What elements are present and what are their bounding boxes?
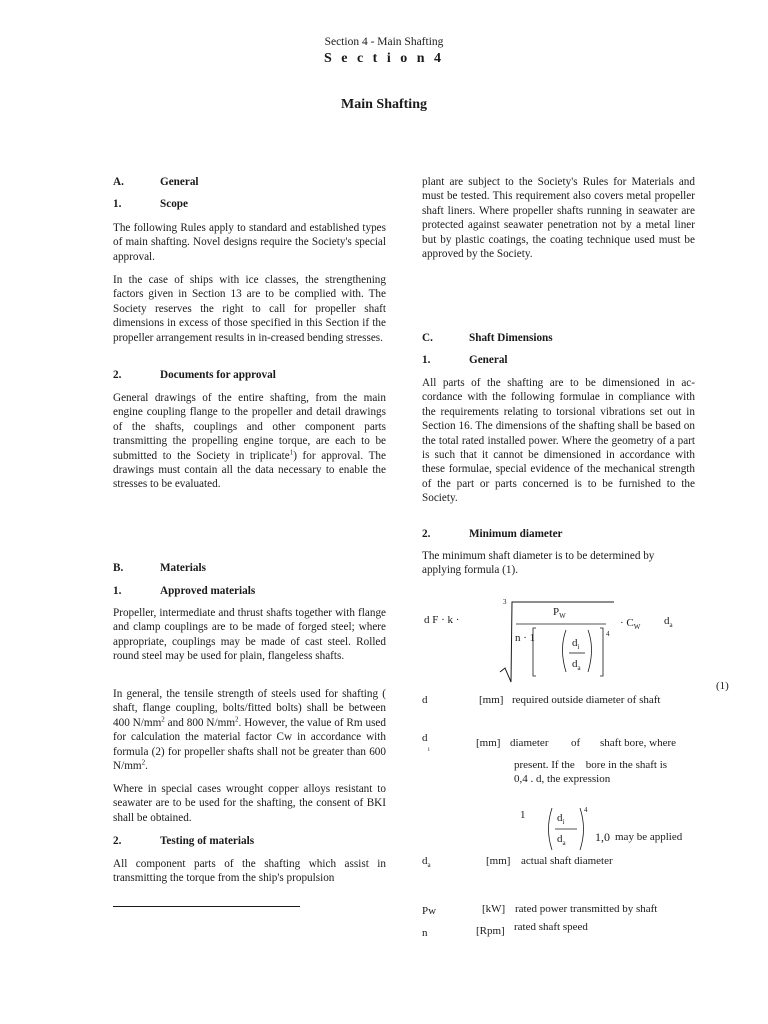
def-n-desc: rated shaft speed [514,921,588,933]
formula-n1: n · 1 [515,632,536,644]
documents-text-a: General drawings of the entire shafting, from the main engine coupling flange to the propeller and detail drawings of the shafts, couplings and other component parts transmitting the propelling engine torque, are each to be submitted to the Society in triplicate [113,392,386,462]
equation-number: (1) [716,680,729,692]
pw-symbol: P [553,606,560,618]
da-def-subscript: a [427,861,431,870]
heading-num: 2. [113,369,122,381]
expr-da-subscript: a [562,839,566,848]
def-di-subscript: i [428,747,430,753]
root-index: 3 [503,598,507,606]
general-paragraph: All parts of the shafting are to be dimensioned in ac-cordance with the following formulae in compliance with the requirements relating to torsional vibrations set out in Section 16. The dimensions of the shafting shall be based on the total rated installed power. Where the geometry of a part is such that it cannot be dimensioned in accordance with these formulae, special evidence of the mechanical strength of the part or parts concerned is to be furnished to the Society. [422,377,695,505]
cw-symbol: · C [620,617,634,629]
heading-num: 1. [113,585,122,597]
da-symbol: d [572,658,578,670]
page-title: Main Shafting [341,97,427,112]
def-di-desc-5: 0,4 . d, the expression [514,773,611,785]
def-n-unit: [Rpm] [476,925,505,937]
def-pw-symbol: Pw [422,905,437,917]
footnote-ref: 1 [289,447,294,456]
superscript: 2 [235,715,239,724]
formula-da2 [664,615,673,629]
heading-minimum-diameter [422,527,563,541]
def-n-symbol: n [422,927,428,939]
heading-label: Scope [160,198,188,210]
testing-paragraph: All component parts of the shafting which assist in transmitting the torque from the ship's propulsion [113,858,386,885]
def-di-symbol [422,732,428,744]
pw-subscript: W [559,612,566,621]
superscript: 2 [161,715,165,724]
heading-documents [113,368,276,382]
def-da-unit: [mm] [486,855,511,867]
di-def-symbol: d [422,732,428,744]
continued-paragraph: plant are subject to the Society's Rules for Materials and must be tested. This requirement also covers metal propeller shaft liners. Where propeller shafts running in seawater are protected against seawater penetration not by a metal liner but by plastic coatings, the coating technique used must be approved by the Society. [422,176,695,261]
approved-text-d: . [145,760,148,773]
footnote-divider [113,906,300,907]
da-def-symbol: d [422,855,428,867]
expr-da-symbol: d [557,833,563,845]
documents-paragraph [113,391,386,492]
heading-c-shaft-dimensions [422,331,553,345]
approved-text-b: and 800 N/mm [164,716,236,729]
heading-label: Approved materials [160,585,256,597]
def-da-symbol [422,855,431,869]
heading-label: Materials [160,562,206,574]
expr-da [557,833,566,847]
formula-power-4: 4 [606,630,610,638]
da2-subscript: a [669,621,673,630]
superscript: 2 [141,758,146,767]
heading-label: Documents for approval [160,369,276,381]
da2-symbol: d [664,615,670,627]
di-subscript: i [577,643,580,652]
def-di-desc-2: of [571,737,581,749]
heading-num: 2. [113,835,122,847]
expr-di-subscript: i [562,818,565,827]
heading-a-general [113,175,199,189]
expr-value: 1,0 [595,830,610,844]
expr-di-symbol: d [557,812,563,824]
documents-text-b: ) for approval. The drawings must contain all the data necessary to enable the stresses to be evaluated. [113,449,386,491]
heading-num: 2. [422,528,431,540]
minimum-diameter-paragraph: The minimum shaft diameter is to be determined by applying formula (1). [422,550,655,577]
heading-label: General [469,354,508,366]
def-pw-desc: rated power transmitted by shaft [515,903,658,915]
heading-label: Minimum diameter [469,528,563,540]
heading-general [422,353,508,367]
heading-num: 1. [113,198,122,210]
def-di-unit: [mm] [476,737,501,749]
def-d-unit: [mm] [479,694,504,706]
def-d-desc: required outside diameter of shaft [512,694,661,706]
heading-label: General [160,176,199,188]
formula-cw [620,617,640,631]
approved-text-c: . However, the value of Rm used for calculation the material factor Cw in accordance with formula (2) for propeller shafts shall not be greater than 600 N/mm [113,716,386,773]
di-symbol: d [572,637,578,649]
heading-approved-materials [113,584,255,598]
formula-di [572,637,579,651]
expr-fraction [544,806,588,852]
approved-paragraph-2 [113,687,386,773]
def-di-desc-3: shaft bore, where [600,737,677,749]
section-label: S e c t i o n 4 [323,51,445,66]
heading-testing [113,834,254,848]
def-d-symbol: d [422,694,428,706]
heading-b-materials [113,561,206,575]
heading-scope [113,197,188,211]
formula-lhs: d F · k · [424,614,460,626]
heading-label: Shaft Dimensions [469,332,553,344]
def-pw-unit: [kW] [482,903,506,915]
running-header: Section 4 - Main Shafting [324,36,444,48]
approved-text-a: In general, the tensile strength of steels used for shafting ( shaft, flange coupling, bolts/fitted bolts) shall be between 400 N/mm [113,688,386,729]
heading-num: A. [113,176,124,188]
expr-di [557,812,564,826]
def-di-desc-1: diameter [510,737,549,749]
expr-tail: may be applied [615,831,683,843]
approved-paragraph-3: Where in special cases wrought copper alloys resistant to seawater are to be used for the shafting, the consent of BKI shall be obtained. [113,783,386,824]
approved-paragraph-1: Propeller, intermediate and thrust shafts together with flange and clamp couplings are to be made of forged steel; where appropriate, couplings may be made of cast steel. Rolled round steel may be used for plain, flangeless shafts. [113,607,386,663]
def-da-desc: actual shaft diameter [521,855,613,867]
formula-da [572,658,581,672]
heading-num: B. [113,562,124,574]
heading-label: Testing of materials [160,835,255,847]
expr-one: 1 [520,809,526,821]
formula-pw [553,606,566,620]
expr-power: 4 [584,806,588,814]
heading-num: 1. [422,354,431,366]
cw-subscript: W [633,623,641,632]
scope-paragraph-1: The following Rules apply to standard and established types of main shafting. Novel designs require the Society's special approval. [113,222,386,263]
def-di-desc-4: present. If the bore in the shaft is [514,759,668,771]
da-subscript: a [577,664,581,673]
heading-num: C. [422,332,433,344]
scope-paragraph-2: In the case of ships with ice classes, the strengthening factors given in Section 13 are to be complied with. The Society reserves the right to call for propeller shaft dimensions in excess of those specified in this Section if the propeller arrangement results in in-creased bending stresses. [113,274,386,344]
